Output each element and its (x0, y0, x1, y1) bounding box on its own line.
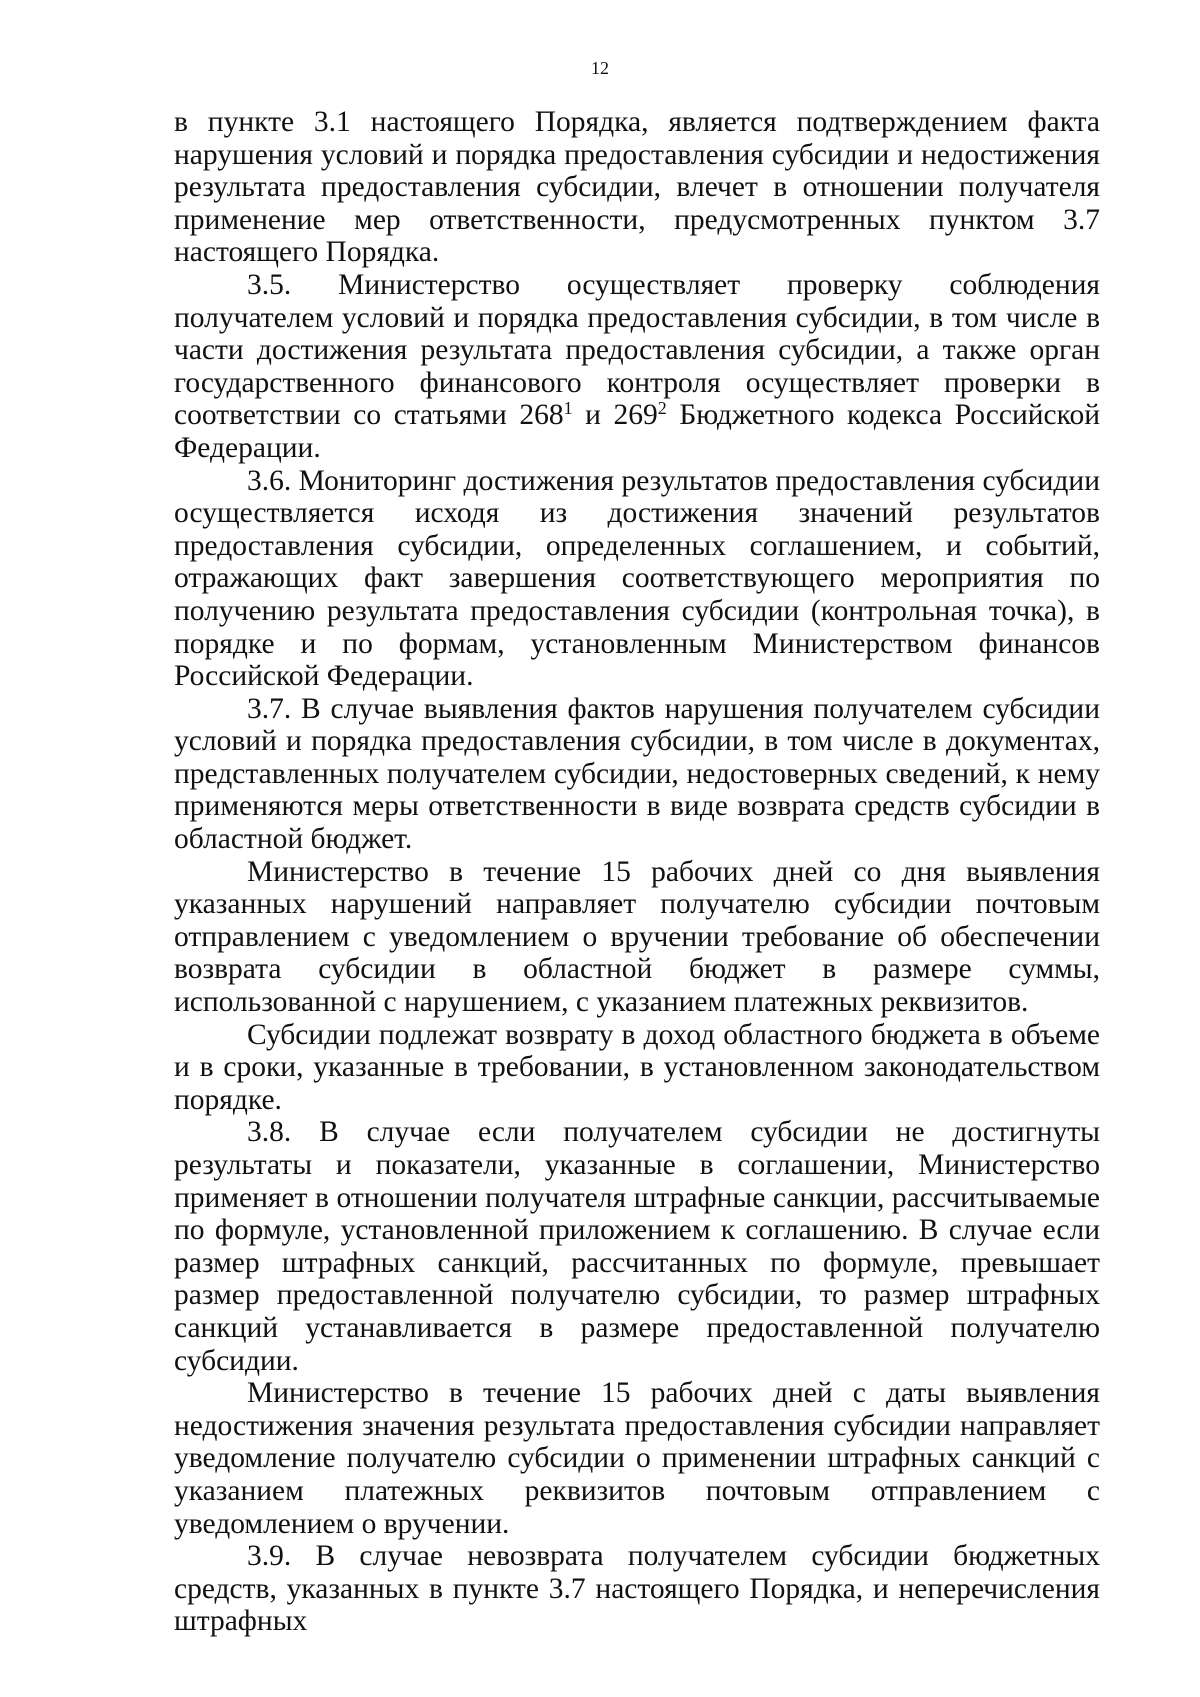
paragraph-3-5-mid: и 269 (572, 399, 658, 432)
paragraph-3-8-ministry-notice: Министерство в течение 15 рабочих дней с даты выявления недостижения значения результата предоставления субсидии направляет уведомление получателю субсидии о применении штрафных санкций с указанием платежных реквизитов почтовым отправлением с уведомлением о вручении. (174, 1377, 1100, 1540)
paragraph-continuation: в пункте 3.1 настоящего Порядка, является подтверждением факта нарушения условий и порядка предоставления субсидии и недостижения результата предоставления субсидии, влечет в отношении получателя применение мер ответственности, предусмотренных пунктом 3.7 настоящего Порядка. (174, 106, 1100, 269)
paragraph-3-5 (174, 269, 1100, 465)
page-number: 12 (591, 58, 609, 78)
paragraph-3-9: 3.9. В случае невозврата получателем субсидии бюджетных средств, указанных в пункте 3.7 настоящего Порядка, и неперечисления штрафных (174, 1540, 1100, 1638)
paragraph-3-5-end: Бюджетного кодекса Российской Федерации. (174, 399, 1101, 464)
document-body (174, 106, 1100, 1638)
paragraph-3-7-refund: Субсидии подлежат возврату в доход областного бюджета в объеме и в сроки, указанные в требовании, в установленном законодательством порядке. (174, 1018, 1100, 1116)
paragraph-3-7: 3.7. В случае выявления фактов нарушения получателем субсидии условий и порядка предоставления субсидии, в том числе в документах, представленных получателем субсидии, недостоверных сведений, к нему применяются меры ответственности в виде возврата средств субсидии в областной бюджет. (174, 692, 1100, 856)
paragraph-3-8: 3.8. В случае если получателем субсидии не достигнуты результаты и показатели, указанные в соглашении, Министерство применяет в отношении получателя штрафные санкции, рассчитываемые по формуле, установленной приложением к соглашению. В случае если размер штрафных санкций, рассчитанных по формуле, превышает размер предоставленной получателю субсидии, то размер штрафных санкций устанавливается в размере предоставленной получателю субсидии. (174, 1116, 1100, 1377)
paragraph-3-7-ministry-notice: Министерство в течение 15 рабочих дней со дня выявления указанных нарушений направляет получателю субсидии почтовым отправлением с уведомлением о вручении требование об обеспечении возврата субсидии в областной бюджет в размере суммы, использованной с нарушением, с указанием платежных реквизитов. (174, 855, 1100, 1019)
superscript-1: 1 (563, 398, 573, 419)
paragraph-3-5-text: 3.5. Министерство осуществляет проверку соблюдения получателем условий и порядка предоставления субсидии, в том числе в части достижения результата предоставления субсидии, а также орган государственного финансового контроля осуществляет проверки в соответствии со статьями 268 (174, 268, 1100, 432)
superscript-2: 2 (657, 398, 667, 419)
paragraph-3-6: 3.6. Мониторинг достижения результатов предоставления субсидии осуществляется исходя из достижения значений результатов предоставления субсидии, определенных соглашением, и событий, отражающих факт завершения соответствующего мероприятия по получению результата предоставления субсидии (контрольная точка), в порядке и по формам, установленным Министерством финансов Российской Федерации. (174, 464, 1100, 693)
